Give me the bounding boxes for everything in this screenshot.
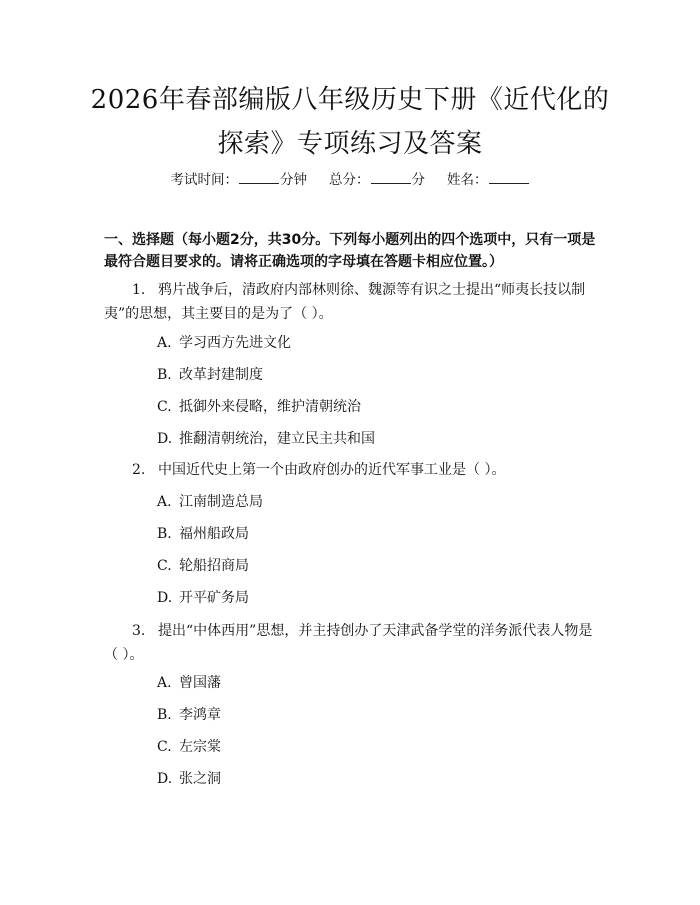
q1-option-c: C. 抵御外来侵略，维护清朝统治: [157, 399, 361, 415]
question-1-stem: 鸦片战争后，清政府内部林则徐、魏源等有识之士提出“师夷长技以制夷”的思想，其主要目的是为了（ ）。: [104, 282, 586, 322]
time-blank: [239, 171, 279, 184]
question-1: [104, 278, 604, 326]
name-label: 姓名：: [447, 172, 488, 188]
question-3-stem: 提出“中体西用”思想，并主持创办了天津武备学堂的洋务派代表人物是（ ）。: [104, 623, 593, 663]
q3-option-a: A. 曾国藩: [157, 675, 221, 691]
score-blank: [371, 171, 411, 184]
q1-option-a: A. 学习西方先进文化: [157, 335, 291, 351]
q2-option-c: C. 轮船招商局: [157, 558, 249, 574]
question-2-number: 2.: [132, 462, 146, 478]
score-unit: 分: [411, 172, 425, 188]
q2-option-a: A. 江南制造总局: [157, 494, 263, 510]
time-unit: 分钟: [280, 172, 307, 188]
q2-option-d: D. 开平矿务局: [157, 590, 249, 606]
question-2-stem: 中国近代史上第一个由政府创办的近代军事工业是（ ）。: [158, 462, 506, 478]
title-line-1: 2026年春部编版八年级历史下册《近代化的: [90, 85, 610, 115]
q3-option-c: C. 左宗棠: [157, 739, 221, 755]
document-title: [60, 78, 640, 166]
question-1-number: 1.: [132, 282, 146, 298]
question-3-number: 3.: [132, 623, 146, 639]
section-heading: 一、选择题（每小题2分，共30分。下列每小题列出的四个选项中，只有一项是最符合题目要求的。请将正确选项的字母填在答题卡相应位置。）: [104, 232, 596, 270]
time-label: 考试时间：: [170, 172, 238, 188]
score-label: 总分：: [329, 172, 370, 188]
name-blank: [489, 171, 529, 184]
q3-option-d: D. 张之洞: [157, 771, 221, 787]
q3-option-b: B. 李鸿章: [157, 707, 221, 723]
title-line-2: 探索》专项练习及答案: [217, 129, 483, 159]
question-3: [104, 619, 604, 667]
q1-option-b: B. 改革封建制度: [157, 367, 263, 383]
question-2: [104, 458, 604, 482]
exam-info: [0, 168, 700, 188]
q2-option-b: B. 福州船政局: [157, 526, 249, 542]
q1-option-d: D. 推翻清朝统治，建立民主共和国: [157, 431, 375, 447]
